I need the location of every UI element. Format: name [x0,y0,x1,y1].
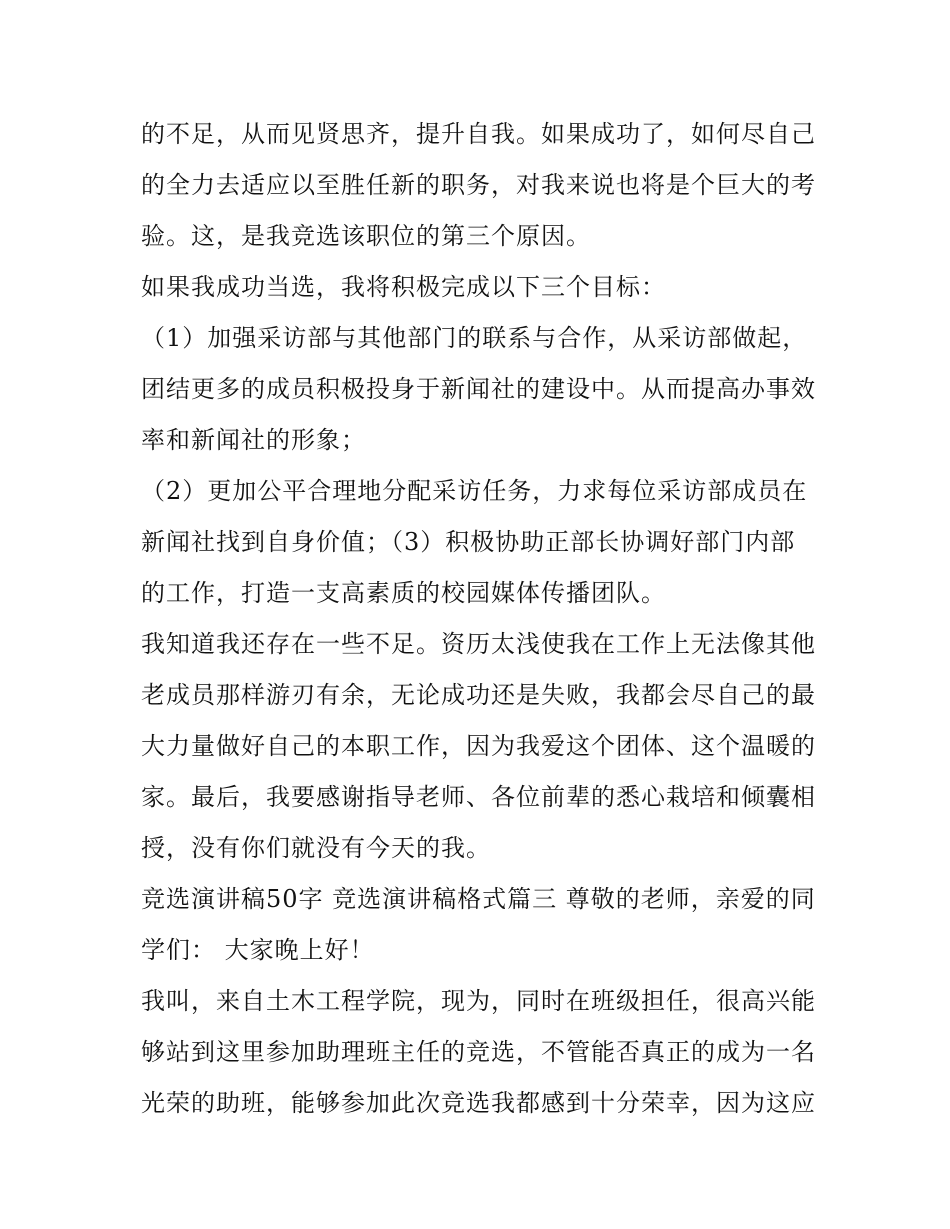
text-line: 大力量做好自己的本职工作，因为我爱这个团体、这个温暖的 [141,732,816,760]
text-line: 家。最后，我要感谢指导老师、各位前辈的悉心栽培和倾囊相 [141,783,816,811]
text-line: 率和新闻社的形象； [141,426,366,454]
text-line: 够站到这里参加助理班主任的竞选，不管能否真正的成为一名 [141,1038,816,1066]
text-line: 我叫，来自土木工程学院，现为，同时在班级担任，很高兴能 [141,987,816,1015]
text-line: 验。这，是我竞选该职位的第三个原因。 [141,222,591,250]
text-line: （1）加强采访部与其他部门的联系与合作，从采访部做起， [141,324,808,352]
text-line: 授，没有你们就没有今天的我。 [141,834,491,862]
text-line: （2）更加公平合理地分配采访任务，力求每位采访部成员在 [141,477,808,505]
text-line: 的工作，打造一支高素质的校园媒体传播团队。 [141,579,666,607]
text-line: 老成员那样游刃有余，无论成功还是失败，我都会尽自己的最 [141,681,816,709]
text-line: 如果我成功当选，我将积极完成以下三个目标： [141,273,666,301]
document-body [141,109,821,1129]
text-line: 新闻社找到自身价值；（3）积极协助正部长协调好部门内部 [141,528,796,556]
text-line: 的不足，从而见贤思齐，提升自我。如果成功了，如何尽自己 [141,120,816,148]
text-line: 团结更多的成员积极投身于新闻社的建设中。从而提高办事效 [141,375,816,403]
text-line: 光荣的助班，能够参加此次竞选我都感到十分荣幸，因为这应 [141,1089,816,1117]
text-line: 的全力去适应以至胜任新的职务，对我来说也将是个巨大的考 [141,171,816,199]
text-line: 竞选演讲稿50字 竞选演讲稿格式篇三 尊敬的老师，亲爱的同 [141,885,816,913]
text-line: 学们： 大家晚上好！ [141,936,375,964]
text-line: 我知道我还存在一些不足。资历太浅使我在工作上无法像其他 [141,630,816,658]
